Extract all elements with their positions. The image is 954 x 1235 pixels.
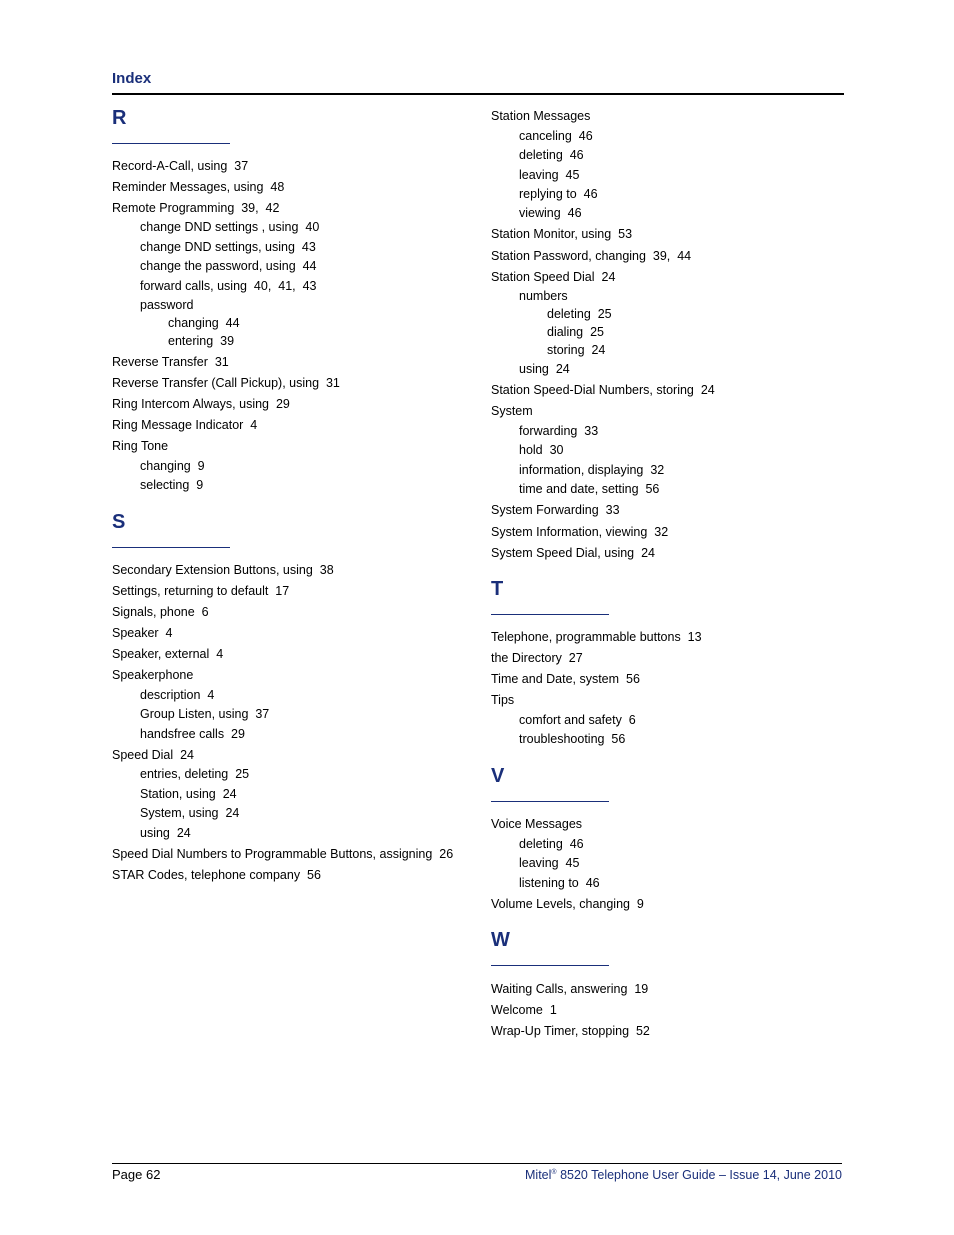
index-entry: Station Speed-Dial Numbers, storing 24 <box>491 383 715 397</box>
index-subentry: storing 24 <box>547 343 606 357</box>
index-entry: Welcome 1 <box>491 1003 557 1017</box>
section-rule <box>491 965 609 966</box>
index-subentry: leaving 45 <box>519 168 580 182</box>
index-entry: System Forwarding 33 <box>491 503 620 517</box>
section-rule <box>491 801 609 802</box>
index-subentry: password <box>140 298 194 312</box>
section-rule <box>112 547 230 548</box>
index-subentry: entries, deleting 25 <box>140 767 250 781</box>
index-entry: Speaker 4 <box>112 626 173 640</box>
index-subentry: hold 30 <box>519 443 564 457</box>
index-subentry: listening to 46 <box>519 876 600 890</box>
index-entry: Reverse Transfer 31 <box>112 355 229 369</box>
index-subentry: troubleshooting 56 <box>519 732 626 746</box>
section-letter-v: V <box>491 765 505 787</box>
index-subentry: canceling 46 <box>519 129 593 143</box>
index-subentry: deleting 46 <box>519 148 584 162</box>
index-subentry: deleting 25 <box>547 307 612 321</box>
index-subentry: dialing 25 <box>547 325 604 339</box>
document-title <box>525 1168 842 1182</box>
index-subentry: time and date, setting 56 <box>519 482 660 496</box>
index-entry: Ring Tone <box>112 439 169 453</box>
index-subentry: change the password, using 44 <box>140 259 317 273</box>
index-entry: Tips <box>491 693 515 707</box>
index-entry: Waiting Calls, answering 19 <box>491 982 649 996</box>
section-letter-r: R <box>112 107 127 129</box>
registered-mark: ® <box>551 1168 557 1176</box>
index-subentry: handsfree calls 29 <box>140 727 245 741</box>
section-rule <box>112 143 230 144</box>
index-entry: Record-A-Call, using 37 <box>112 159 249 173</box>
index-entry: System Speed Dial, using 24 <box>491 546 655 560</box>
index-subentry: information, displaying 32 <box>519 463 665 477</box>
document-name: 8520 Telephone User Guide – Issue 14, June 2010 <box>556 1168 842 1182</box>
index-entry: Signals, phone 6 <box>112 605 209 619</box>
brand-name: Mitel <box>525 1168 552 1182</box>
index-subentry: description 4 <box>140 688 215 702</box>
index-entry: STAR Codes, telephone company 56 <box>112 868 321 882</box>
index-subentry: change DND settings , using 40 <box>140 220 320 234</box>
index-subentry: deleting 46 <box>519 837 584 851</box>
index-entry: Voice Messages <box>491 817 583 831</box>
index-subentry: selecting 9 <box>140 478 204 492</box>
index-entry: Ring Message Indicator 4 <box>112 418 258 432</box>
index-entry: Volume Levels, changing 9 <box>491 897 644 911</box>
index-entry: Time and Date, system 56 <box>491 672 640 686</box>
index-subentry: changing 44 <box>168 316 240 330</box>
index-entry: Ring Intercom Always, using 29 <box>112 397 290 411</box>
index-entry: Station Monitor, using 53 <box>491 227 633 241</box>
index-entry: Remote Programming 39, 42 <box>112 201 280 215</box>
section-letter-t: T <box>491 578 504 600</box>
index-subentry: using 24 <box>140 826 191 840</box>
index-subentry: Station, using 24 <box>140 787 237 801</box>
page-header-title: Index <box>112 70 152 87</box>
page-number: Page 62 <box>112 1167 161 1182</box>
section-letter-w: W <box>491 929 510 951</box>
index-subentry: Group Listen, using 37 <box>140 707 270 721</box>
index-subentry: using 24 <box>519 362 570 376</box>
index-subentry: comfort and safety 6 <box>519 713 636 727</box>
index-entry: Speaker, external 4 <box>112 647 224 661</box>
index-subentry: viewing 46 <box>519 206 582 220</box>
index-entry: Speakerphone <box>112 668 194 682</box>
index-entry: Reverse Transfer (Call Pickup), using 31 <box>112 376 340 390</box>
footer-rule <box>112 1163 842 1164</box>
index-subentry: forward calls, using 40, 41, 43 <box>140 279 317 293</box>
index-entry: Station Speed Dial 24 <box>491 270 616 284</box>
index-subentry: numbers <box>519 289 568 303</box>
section-rule <box>491 614 609 615</box>
index-entry: Secondary Extension Buttons, using 38 <box>112 563 334 577</box>
index-entry: the Directory 27 <box>491 651 583 665</box>
index-subentry: leaving 45 <box>519 856 580 870</box>
index-subentry: forwarding 33 <box>519 424 599 438</box>
header-rule <box>112 93 844 95</box>
index-entry: Speed Dial 24 <box>112 748 195 762</box>
section-letter-s: S <box>112 511 126 533</box>
index-entry: Settings, returning to default 17 <box>112 584 290 598</box>
index-subentry: replying to 46 <box>519 187 598 201</box>
index-subentry: entering 39 <box>168 334 235 348</box>
index-subentry: change DND settings, using 43 <box>140 240 316 254</box>
index-subentry: changing 9 <box>140 459 205 473</box>
index-subentry: System, using 24 <box>140 806 240 820</box>
index-entry: Station Messages <box>491 109 591 123</box>
index-entry: Station Password, changing 39, 44 <box>491 249 692 263</box>
index-entry: Telephone, programmable buttons 13 <box>491 630 702 644</box>
index-entry: Reminder Messages, using 48 <box>112 180 285 194</box>
index-entry: Wrap-Up Timer, stopping 52 <box>491 1024 650 1038</box>
index-entry: Speed Dial Numbers to Programmable Buttons, assigning 26 <box>112 847 454 861</box>
index-entry: System Information, viewing 32 <box>491 525 669 539</box>
index-entry: System <box>491 404 533 418</box>
